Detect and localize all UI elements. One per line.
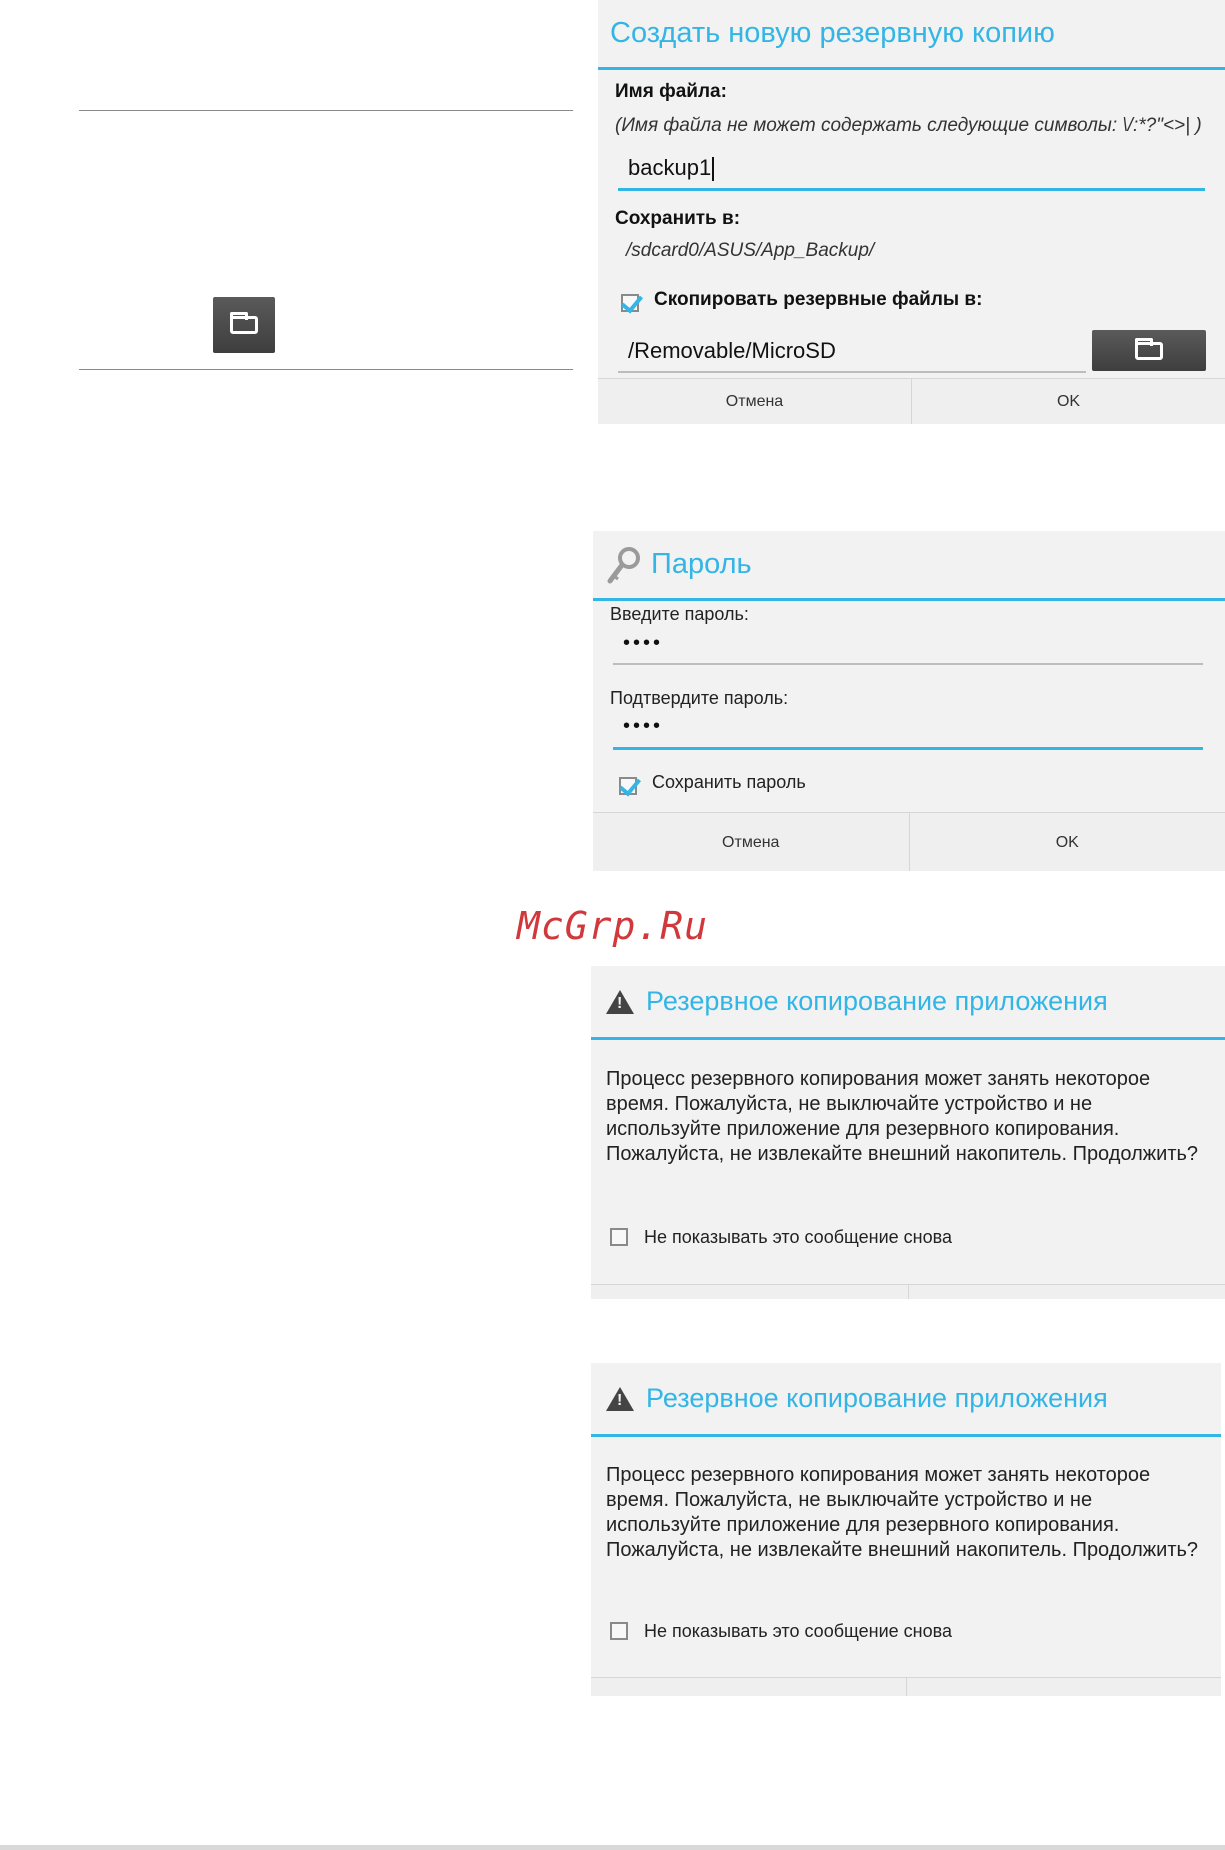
ok-button[interactable]: OK <box>911 379 1225 424</box>
cancel-button[interactable]: Отмена <box>593 813 909 871</box>
warning-dialog-buttons <box>591 1284 1225 1299</box>
copy-backup-checkbox[interactable] <box>621 294 639 312</box>
enter-password-input[interactable] <box>613 632 1203 665</box>
page-footer-strip <box>0 1845 1225 1850</box>
warning-message: Процесс резервного копирования может занять некоторое время. Пожалуйста, не выключайте устройство и не используйте приложение для резервного копирования. Пожалуйста, не извлекайте внешний накопитель. Продолжить? <box>606 1464 1199 1561</box>
dont-show-checkbox[interactable] <box>610 1228 628 1246</box>
enter-password-label: Введите пароль: <box>610 604 749 624</box>
divider-bottom <box>79 369 573 370</box>
copy-path-input[interactable] <box>618 338 1086 373</box>
warning-dialog-title <box>591 1363 1221 1437</box>
folder-icon <box>1135 342 1163 360</box>
ok-button[interactable] <box>908 1285 1225 1299</box>
backup-warning-dialog-1 <box>591 966 1225 1299</box>
filename-input-value: backup1 <box>628 155 712 180</box>
warning-message: Процесс резервного копирования может занять некоторое время. Пожалуйста, не выключайте устройство и не используйте приложение для резервного копирования. Пожалуйста, не извлекайте внешний накопитель. Продолжить? <box>606 1068 1199 1165</box>
warning-icon <box>606 1387 634 1411</box>
backup-warning-dialog-2 <box>591 1363 1221 1696</box>
folder-icon <box>230 316 258 334</box>
filename-input[interactable] <box>618 155 1205 191</box>
dont-show-label: Не показывать это сообщение снова <box>644 1621 952 1641</box>
backup-dialog-buttons <box>598 378 1225 424</box>
ok-button[interactable] <box>906 1678 1222 1696</box>
copy-backup-label: Скопировать резервные файлы в: <box>654 289 983 310</box>
enter-password-value: •••• <box>623 632 664 654</box>
warning-dialog-title-text: Резервное копирование приложения <box>646 986 1108 1016</box>
divider-top <box>79 110 573 111</box>
folder-button-sample <box>213 297 275 353</box>
warning-dialog-buttons <box>591 1677 1221 1696</box>
warning-dialog-title <box>591 966 1225 1040</box>
save-to-path: /sdcard0/ASUS/App_Backup/ <box>626 240 875 261</box>
filename-label: Имя файла: <box>615 81 727 102</box>
key-icon <box>605 545 641 585</box>
confirm-password-label: Подтвердите пароль: <box>610 688 789 708</box>
filename-hint: (Имя файла не может содержать следующие символы: \/:*?"<>| ) <box>615 115 1202 136</box>
cancel-button[interactable] <box>591 1285 908 1299</box>
backup-dialog-title <box>598 0 1225 70</box>
backup-dialog <box>598 0 1225 424</box>
dont-show-checkbox[interactable] <box>610 1622 628 1640</box>
dont-show-label: Не показывать это сообщение снова <box>644 1227 952 1247</box>
save-to-label: Сохранить в: <box>615 208 741 229</box>
password-dialog-title-text: Пароль <box>651 548 752 580</box>
text-caret <box>712 157 714 181</box>
cancel-button[interactable]: Отмена <box>598 379 911 424</box>
ok-button[interactable]: OK <box>909 813 1225 871</box>
cancel-button[interactable] <box>591 1678 906 1696</box>
warning-dialog-title-text: Резервное копирование приложения <box>646 1383 1108 1413</box>
browse-folder-button[interactable] <box>1092 330 1206 371</box>
password-dialog-title <box>593 531 1225 601</box>
password-dialog <box>593 531 1225 871</box>
confirm-password-value: •••• <box>623 715 664 737</box>
save-password-checkbox[interactable] <box>619 777 637 795</box>
password-dialog-buttons <box>593 812 1225 871</box>
confirm-password-input[interactable] <box>613 715 1203 750</box>
copy-path-value: /Removable/MicroSD <box>628 338 836 363</box>
backup-dialog-title-text: Создать новую резервную копию <box>610 17 1055 49</box>
warning-icon <box>606 990 634 1014</box>
save-password-label: Сохранить пароль <box>652 772 806 792</box>
watermark-text: McGrp.Ru <box>517 904 709 948</box>
